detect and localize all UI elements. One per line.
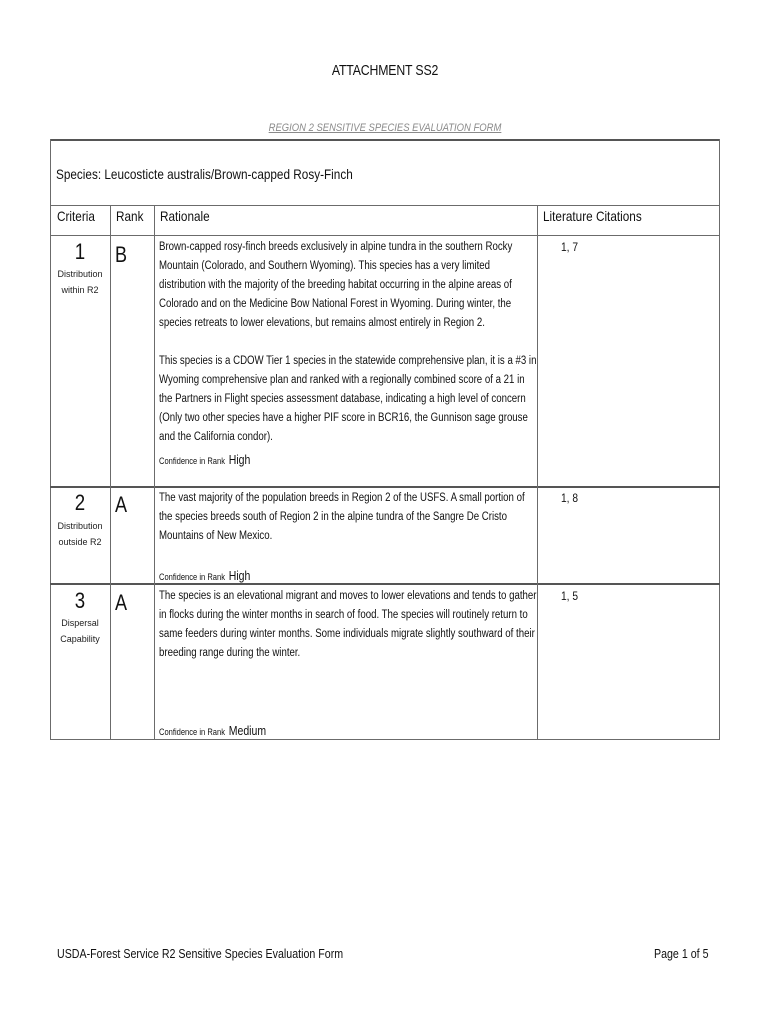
table-border-right <box>719 139 720 739</box>
row2-divider <box>50 583 720 585</box>
table-border-bottom <box>50 739 720 740</box>
rank-value: B <box>115 242 128 267</box>
criteria-label <box>50 518 110 550</box>
criteria-label-line1: Dispersal <box>61 618 99 628</box>
table-border-left <box>50 139 51 739</box>
header-rank: Rank <box>116 208 144 224</box>
criteria-label-line2: Capability <box>60 634 100 644</box>
species-divider <box>50 205 720 206</box>
literature-citations: 1, 5 <box>561 589 579 603</box>
header-rationale: Rationale <box>160 208 210 224</box>
confidence-in-rank <box>159 451 250 469</box>
criteria-number: 3 <box>74 588 86 613</box>
criteria-label <box>50 266 110 298</box>
criteria-number: 1 <box>74 239 86 264</box>
criteria-label-line2: within R2 <box>61 285 99 295</box>
rank-value: A <box>115 492 128 517</box>
table-border-top <box>50 139 720 141</box>
attachment-title: ATTACHMENT SS2 <box>331 62 439 79</box>
confidence-in-rank <box>159 567 250 585</box>
species-line <box>56 166 409 182</box>
col-divider-rationale <box>537 205 538 739</box>
header-literature-citations: Literature Citations <box>543 208 642 224</box>
rank-value: A <box>115 590 128 615</box>
header-criteria: Criteria <box>57 208 95 224</box>
rationale-paragraph: The vast majority of the population breeds in Region 2 of the USFS. A small portion of the species breeds south of Region 2 in the alpine tundra of the Sangre De Cristo Mountains of New Mexico. <box>159 492 525 542</box>
confidence-value: Medium <box>228 724 267 738</box>
rationale-text <box>159 587 537 663</box>
rationale-text <box>159 238 537 447</box>
criteria-number: 2 <box>74 490 86 515</box>
rationale-text <box>159 489 537 546</box>
footer-form-name: USDA-Forest Service R2 Sensitive Species Evaluation Form <box>57 946 344 961</box>
species-name: Species: Leucosticte australis/Brown-capped Rosy-Finch <box>56 166 353 182</box>
criteria-label-line1: Distribution <box>57 521 103 531</box>
rationale-paragraph: The species is an elevational migrant and moves to lower elevations and tends to gather in flocks during the winter months in search of food. The species will routinely return to same feeders during winter months. Some individuals migrate slightly southward of their breeding range during the winter. <box>159 590 537 659</box>
confidence-label: Confidence in Rank <box>159 727 225 737</box>
form-title: REGION 2 SENSITIVE SPECIES EVALUATION FORM <box>268 122 502 134</box>
criteria-label-line1: Distribution <box>57 269 103 279</box>
header-divider <box>50 235 720 236</box>
col-divider-criteria <box>110 205 111 739</box>
literature-citations: 1, 8 <box>561 491 579 505</box>
confidence-value: High <box>228 569 251 583</box>
row1-divider <box>50 486 720 488</box>
col-divider-rank <box>154 205 155 739</box>
rationale-paragraph: Brown-capped rosy-finch breeds exclusively in alpine tundra in the southern Rocky Mountain (Colorado, and Southern Wyoming). This species has a very limited distribution with the majority of the breeding habitat occurring in the alpine areas of Colorado and on the Medicine Bow National Forest in Wyoming. During winter, the species retreats to lower elevations, but remains almost entirely in Region 2. <box>159 241 513 329</box>
rationale-paragraph: This species is a CDOW Tier 1 species in the statewide comprehensive plan, it is a #3 in Wyoming comprehensive plan and ranked with a regionally combined score of a 21 in the Partners in Flight species assessment database, indicating a high level of concern (Only two other species have a higher PIF score in BCR16, the Gunnison sage grouse and the California condor). <box>159 355 537 443</box>
confidence-in-rank <box>159 722 266 740</box>
confidence-label: Confidence in Rank <box>159 572 225 582</box>
criteria-label-line2: outside R2 <box>58 537 102 547</box>
confidence-value: High <box>228 453 251 467</box>
confidence-label: Confidence in Rank <box>159 456 225 466</box>
footer-page-number: Page 1 of 5 <box>653 946 708 961</box>
criteria-label <box>50 615 110 647</box>
literature-citations: 1, 7 <box>561 240 579 254</box>
